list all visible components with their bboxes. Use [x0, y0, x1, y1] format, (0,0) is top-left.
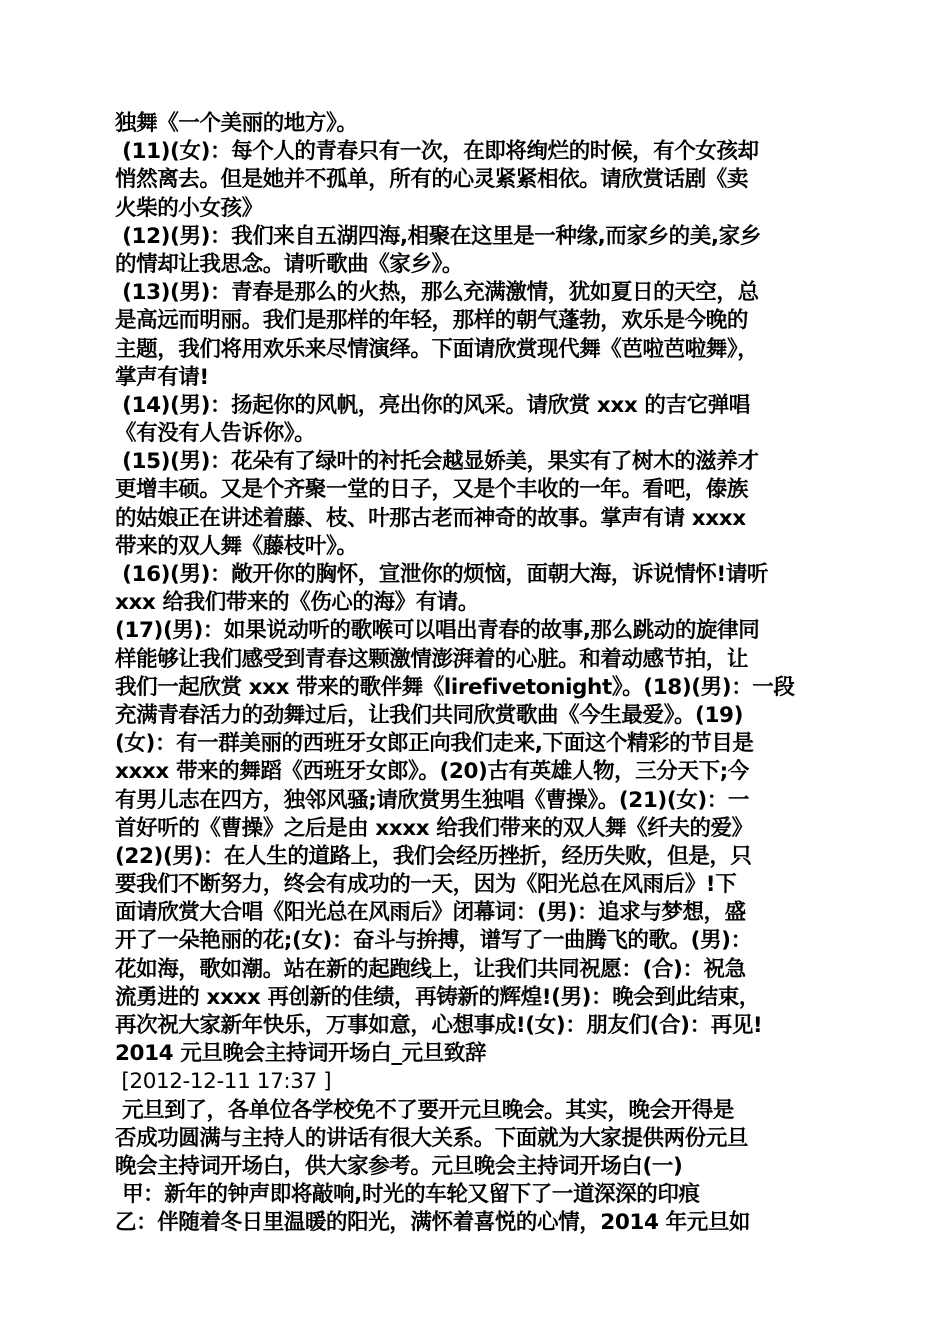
text-line: 开了一朵艳丽的花;(女)：奋斗与拚搏，谱写了一曲腾飞的歌。(男)： [115, 928, 752, 954]
text-line: 掌声有请! [115, 364, 209, 390]
text-line: 更增丰硕。又是个齐聚一堂的日子，又是个丰收的一年。看吧，傣族 [115, 477, 749, 503]
text-line: 面请欣赏大合唱《阳光总在风雨后》闭幕词：(男)：追求与梦想，盛 [115, 900, 746, 926]
text-line: (13)(男)：青春是那么的火热，那么充满激情，犹如夏日的天空，总 [115, 280, 759, 306]
text-line: xxx 给我们带来的《伤心的海》有请。 [115, 590, 479, 616]
text-line: (16)(男)：敞开你的胸怀，宣泄你的烦恼，面朝大海，诉说情怀!请听 [115, 562, 769, 587]
text-line: (14)(男)：扬起你的风帆，亮出你的风采。请欣赏 xxx 的吉它弹唱 [115, 392, 750, 418]
text-line: 的姑娘正在讲述着藤、枝、叶那古老而神奇的故事。掌声有请 xxxx [115, 505, 746, 531]
document-body [115, 110, 845, 1238]
text-line: 带来的双人舞《藤枝叶》。 [115, 533, 358, 559]
text-line: 要我们不断努力，终会有成功的一天，因为《阳光总在风雨后》!下 [115, 872, 737, 898]
text-line: 主题，我们将用欢乐来尽情演绎。下面请欣赏现代舞《芭啦芭啦舞》， [115, 336, 759, 362]
text-line: 流勇进的 xxxx 再创新的佳绩，再铸新的辉煌!(男)：晚会到此结束， [115, 984, 760, 1010]
text-line: 再次祝大家新年快乐，万事如意，心想事成!(女)：朋友们(合)：再见! [115, 1013, 763, 1038]
text-line: 元旦到了，各单位各学校免不了要开元旦晚会。其实，晚会开得是 [115, 1097, 734, 1123]
text-line: 有男儿志在四方，独邻风骚;请欣赏男生独唱《曹操》。(21)(女)：一 [115, 787, 749, 813]
text-line: 首好听的《曹操》之后是由 xxxx 给我们带来的双人舞《纤夫的爱》 [115, 815, 753, 841]
text-line: 火柴的小女孩》 [115, 195, 263, 221]
text-line: 是高远而明丽。我们是那样的年轻，那样的朝气蓬勃，欢乐是今晚的 [115, 308, 749, 334]
text-line: 花如海，歌如潮。站在新的起跑线上，让我们共同祝愿：(合)：祝急 [115, 956, 746, 982]
text-line: 充满青春活力的劲舞过后，让我们共同欣赏歌曲《今生最爱》。(19) [115, 702, 744, 728]
text-line: (15)(男)：花朵有了绿叶的衬托会越显娇美，果实有了树木的滋养才 [115, 449, 759, 475]
article-timestamp: [2012-12-11 17:37 ] [115, 1069, 332, 1095]
text-line: (17)(男)：如果说动听的歌喉可以唱出青春的故事,那么跳动的旋律同 [115, 618, 760, 644]
text-line: 乙：伴随着冬日里温暖的阳光，满怀着喜悦的心情，2014 年元旦如 [115, 1210, 751, 1236]
text-line: (22)(男)：在人生的道路上，我们会经历挫折，经历失败，但是，只 [115, 843, 752, 869]
text-line: 《有没有人告诉你》。 [115, 421, 316, 447]
text-line: 晚会主持词开场白，供大家参考。元旦晚会主持词开场白(一) [115, 1153, 683, 1179]
text-line: 样能够让我们感受到青春这颗激情澎湃着的心脏。和着动感节拍，让 [115, 646, 749, 672]
text-line: xxxx 带来的舞蹈《西班牙女郎》。(20)古有英雄人物，三分天下;今 [115, 759, 749, 785]
text-line: 否成功圆满与主持人的讲话有很大关系。下面就为大家提供两份元旦 [115, 1125, 749, 1151]
text-line: (女)：有一群美丽的西班牙女郎正向我们走来,下面这个精彩的节目是 [115, 731, 754, 757]
article-title: 2014 元旦晚会主持词开场白_元旦致辞 [115, 1041, 487, 1067]
text-line: 我们一起欣赏 xxx 带来的歌伴舞《lirefivetonight》。(18)(男)：一段 [115, 674, 795, 700]
text-line: (12)(男)：我们来自五湖四海,相聚在这里是一种缘,而家乡的美,家乡 [115, 223, 761, 249]
text-line: 悄然离去。但是她并不孤单，所有的心灵紧紧相依。请欣赏话剧《卖 [115, 167, 749, 193]
text-line: 甲：新年的钟声即将敲响,时光的车轮又留下了一道深深的印痕 [115, 1182, 700, 1208]
text-line: (11)(女)：每个人的青春只有一次，在即将绚烂的时候，有个女孩却 [115, 139, 759, 165]
text-line: 独舞《一个美丽的地方》。 [115, 111, 358, 136]
text-line: 的情却让我思念。请听歌曲《家乡》。 [115, 251, 463, 277]
